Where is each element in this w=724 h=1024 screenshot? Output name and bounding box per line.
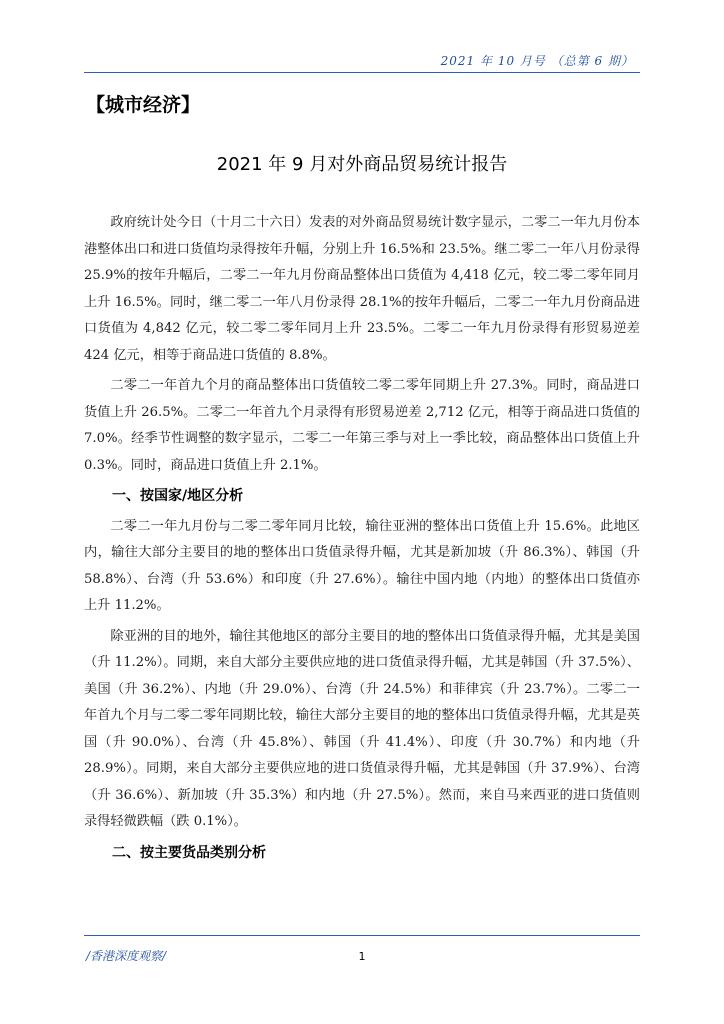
paragraph-intro-1: 政府统计处今日（十月二十六日）发表的对外商品贸易统计数字显示，二零二一年九月份本港整体出口和进口货值均录得按年升幅，分别上升 16.5%和 23.5%。继二零二一年八月份录得 25.9%的按年升幅后，二零二一年九月份商品整体出口货值为 4,418 亿元，较二零二零年同月上升 16.5%。同时，继二零二一年八月份录得 28.1%的按年升幅后，二零二一年九月份商品进口货值为 4,842 亿元，较二零二零年同月上升 23.5%。二零二一年九月份录得有形贸易逆差 424 亿元，相等于商品进口货值的 8.8%。: [84, 215, 640, 363]
page-title: 2021 年 9 月对外商品贸易统计报告: [216, 154, 508, 175]
publication-name: /香港深度观察/: [86, 949, 167, 963]
footer-rule: [84, 935, 640, 936]
section-tag: 【城市经济】: [86, 94, 201, 116]
header-rule: [84, 72, 640, 73]
paragraph-country-1: 二零二一年九月份与二零二零年同月比较，输往亚洲的整体出口货值上升 15.6%。此地区内，输往大部分主要目的地的整体出口货值录得升幅，尤其是新加坡（升 86.3%）、韩国（升 58.8%）、台湾（升 53.6%）和印度（升 27.6%）。输往中国内地（内地）的整体出口货值亦上升 11.2%。: [84, 518, 640, 613]
issue-label: 2021 年 10 月号 （总第 6 期）: [440, 54, 634, 68]
paragraph-country-2: 除亚洲的目的地外，输往其他地区的部分主要目的地的整体出口货值录得升幅，尤其是美国（升 11.2%）。同期，来自大部分主要供应地的进口货值录得升幅，尤其是韩国（升 37.5%）、美国（升 36.2%）、内地（升 29.0%）、台湾（升 24.5%）和菲律宾（升 23.7%）。二零二一年首九个月与二零二零年同期比较，输往大部分主要目的地的整体出口货值录得升幅，尤其是英国（升 90.0%）、台湾（升 45.8%）、韩国（升 41.4%）、印度（升 30.7%）和内地（升 28.9%）。同期，来自大部分主要供应地的进口货值录得升幅，尤其是韩国（升 37.9%）、台湾（升 36.6%）、新加坡（升 35.3%）和内地（升 27.5%）。然而，来自马来西亚的进口货值则录得轻微跌幅（跌 0.1%）。: [84, 628, 640, 829]
section-heading-country: 一、按国家/地区分析: [112, 488, 244, 504]
page-number: 1: [358, 950, 366, 963]
paragraph-intro-2: 二零二一年首九个月的商品整体出口货值较二零二零年同期上升 27.3%。同时，商品进口货值上升 26.5%。二零二一年首九个月录得有形贸易逆差 2,712 亿元，相等于商品进口货值的 7.0%。经季节性调整的数字显示，二零二一年第三季与对上一季比较，商品整体出口货值上升 0.3%。同时，商品进口货值上升 2.1%。: [84, 378, 640, 473]
section-heading-goods: 二、按主要货品类别分析: [112, 844, 266, 861]
article-body: [84, 210, 640, 870]
